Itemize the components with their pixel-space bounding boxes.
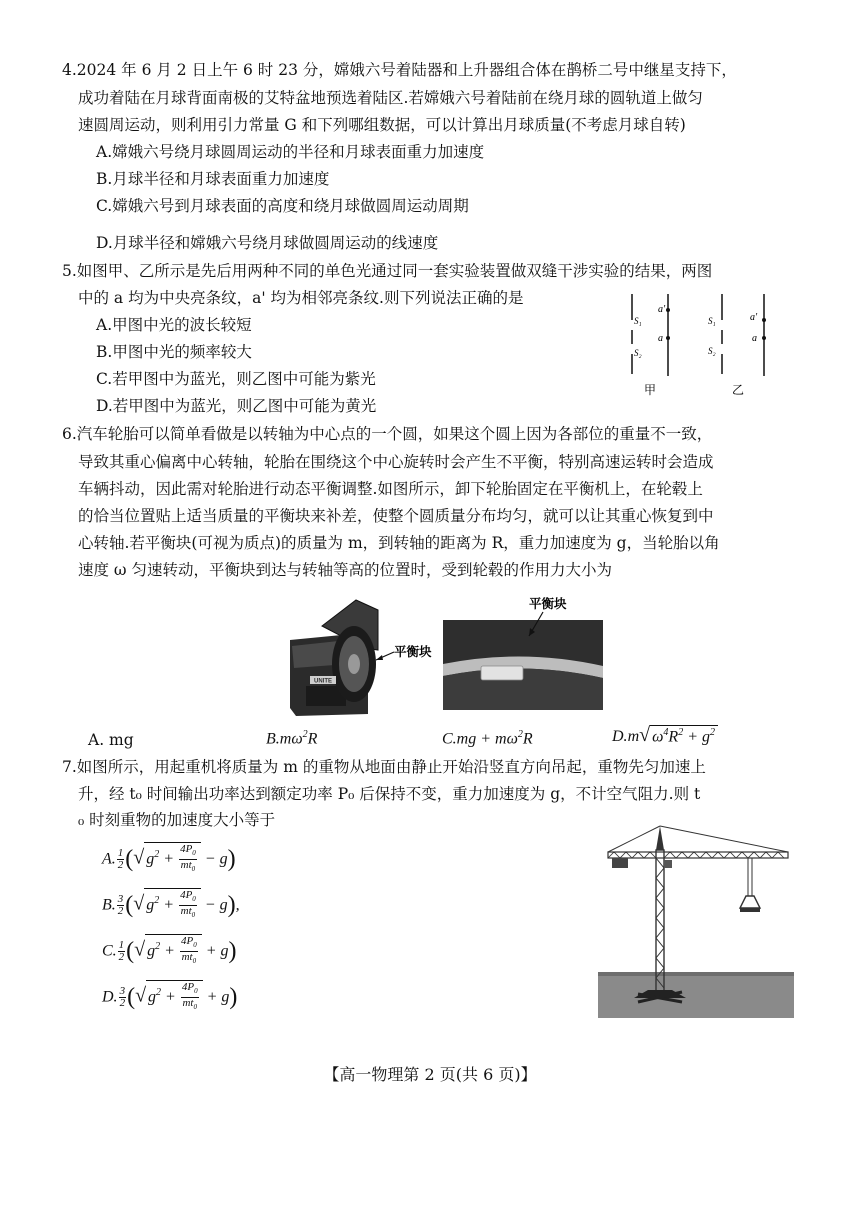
fig-label-jia: 甲: [644, 383, 657, 397]
fig-jia-s2-label: S₂: [634, 348, 642, 358]
q4-option-b: B.月球半径和月球表面重力加速度: [96, 170, 330, 188]
q5-line-2: 中的 a 均为中央亮条纹，a' 均为相邻亮条纹.则下列说法正确的是: [78, 289, 524, 307]
fig-yi-s1-label: S₁: [708, 316, 716, 326]
fig-yi-a-label: a: [752, 333, 757, 344]
fig-label-yi: 乙: [732, 383, 745, 397]
wheel-balancer-photo: [282, 590, 442, 720]
q7-option-d: D. $\frac{3}{2}$ (√ $g^2$ + $\frac{4P_0}{mt_0}$ + g): [102, 981, 238, 1012]
q7-line-2: 升，经 t₀ 时间输出功率达到额定功率 P₀ 后保持不变，重力加速度为 g，不计空气阻力.则 t: [78, 785, 701, 803]
q6-option-c: $C.mg + m\omega^2R$: [442, 729, 533, 748]
q7-line-1: 7.如图所示，用起重机将质量为 m 的重物从地面由静止开始沿竖直方向吊起，重物先匀加速上: [62, 758, 706, 776]
balancer-weight-label-left: 平衡块: [394, 644, 432, 659]
q6-line-3: 车辆抖动，因此需对轮胎进行动态平衡调整.如图所示，卸下轮胎固定在平衡机上，在轮毂上: [78, 480, 703, 498]
q6-option-d: D.m√ $\omega^4R^2 + g^2$: [612, 724, 718, 747]
q4-line-2: 成功着陆在月球背面南极的艾特盆地预选着陆区.若嫦娥六号着陆前在绕月球的圆轨道上做匀: [78, 89, 703, 107]
q5-option-c: C.若甲图中为蓝光，则乙图中可能为紫光: [96, 370, 376, 388]
q7-option-b-prefix: B.: [102, 896, 116, 914]
fig-jia-a-label: a: [658, 333, 663, 344]
q4-option-c: C.嫦娥六号到月球表面的高度和绕月球做圆周运动周期: [96, 197, 469, 215]
q4-line-3: 速圆周运动，则利用引力常量 G 和下列哪组数据，可以计算出月球质量(不考虑月球自转): [78, 116, 686, 134]
q6-line-5: 心转轴.若平衡块(可视为质点)的质量为 m，到转轴的距离为 R，重力加速度为 g，当轮胎以角: [78, 534, 720, 552]
q6-option-c-prefix: C.: [442, 730, 457, 748]
q7-option-c-prefix: C.: [102, 942, 117, 960]
q7-option-c: C. $\frac{1}{2}$ (√ $g^2$ + $\frac{4P_0}{mt_0}$ + g): [102, 935, 237, 966]
q7-option-a-prefix: A.: [102, 850, 116, 868]
q6-line-2: 导致其重心偏离中心转轴，轮胎在围绕这个中心旋转时会产生不平衡，特别高速运转时会造成: [78, 453, 714, 471]
q6-line-1: 6.汽车轮胎可以简单看做是以转轴为中心点的一个圆，如果这个圆上因为各部位的重量不一致，: [62, 425, 713, 443]
q6-option-a: A. mg: [88, 731, 134, 749]
fig-yi-a-prime-label: a': [750, 312, 758, 323]
fig-yi-s2-label: S₂: [708, 346, 716, 356]
q5-option-a: A.甲图中光的波长较短: [96, 316, 252, 334]
q6-line-4: 的恰当位置贴上适当质量的平衡块来补差，使整个圆质量分布均匀，就可以让其重心恢复到中: [78, 507, 714, 525]
q6-option-d-prefix: D.: [612, 728, 628, 745]
balance-weight-photo: [443, 594, 603, 710]
balancer-brand-label: UNITE: [314, 678, 332, 685]
q6-line-6: 速度 ω 匀速转动，平衡块到达与转轴等高的位置时，受到轮毂的作用力大小为: [78, 561, 612, 579]
q6-option-b-prefix: B.: [266, 730, 280, 748]
q5-option-d: D.若甲图中为蓝光，则乙图中可能为黄光: [96, 397, 377, 415]
q7-option-a: A. $\frac{1}{2}$ (√ $g^2$ + $\frac{4P_0}{mt_0}$ − g): [102, 843, 236, 874]
double-slit-figure: [618, 290, 788, 400]
q5-option-b: B.甲图中光的频率较大: [96, 343, 252, 361]
q6-option-b: $B.m\omega^2R$: [266, 729, 318, 748]
fig-jia-a-prime-label: a': [658, 304, 666, 315]
q7-option-d-prefix: D.: [102, 988, 118, 1006]
q5-line-1: 5.如图甲、乙所示是先后用两种不同的单色光通过同一套实验装置做双缝干涉实验的结果，两图: [62, 262, 713, 280]
q4-option-d: D.月球半径和嫦娥六号绕月球做圆周运动的线速度: [96, 234, 439, 252]
balancer-weight-label-right: 平衡块: [529, 596, 567, 611]
q4-option-a: A.嫦娥六号绕月球圆周运动的半径和月球表面重力加速度: [96, 143, 485, 161]
page-footer: 【高一物理第 2 页(共 6 页)】: [323, 1065, 537, 1084]
q4-line-1: 4.2024 年 6 月 2 日上午 6 时 23 分，嫦娥六号着陆器和上升器组合体在鹊桥二号中继星支持下，: [62, 61, 737, 79]
fig-jia-s1-label: S₁: [634, 316, 642, 326]
tower-crane-photo: [598, 822, 794, 1018]
q7-option-b: B. $\frac{3}{2}$ (√ $g^2$ + $\frac{4P_0}{mt_0}$ − g),: [102, 889, 240, 920]
q7-line-3: ₀ 时刻重物的加速度大小等于: [78, 811, 276, 829]
